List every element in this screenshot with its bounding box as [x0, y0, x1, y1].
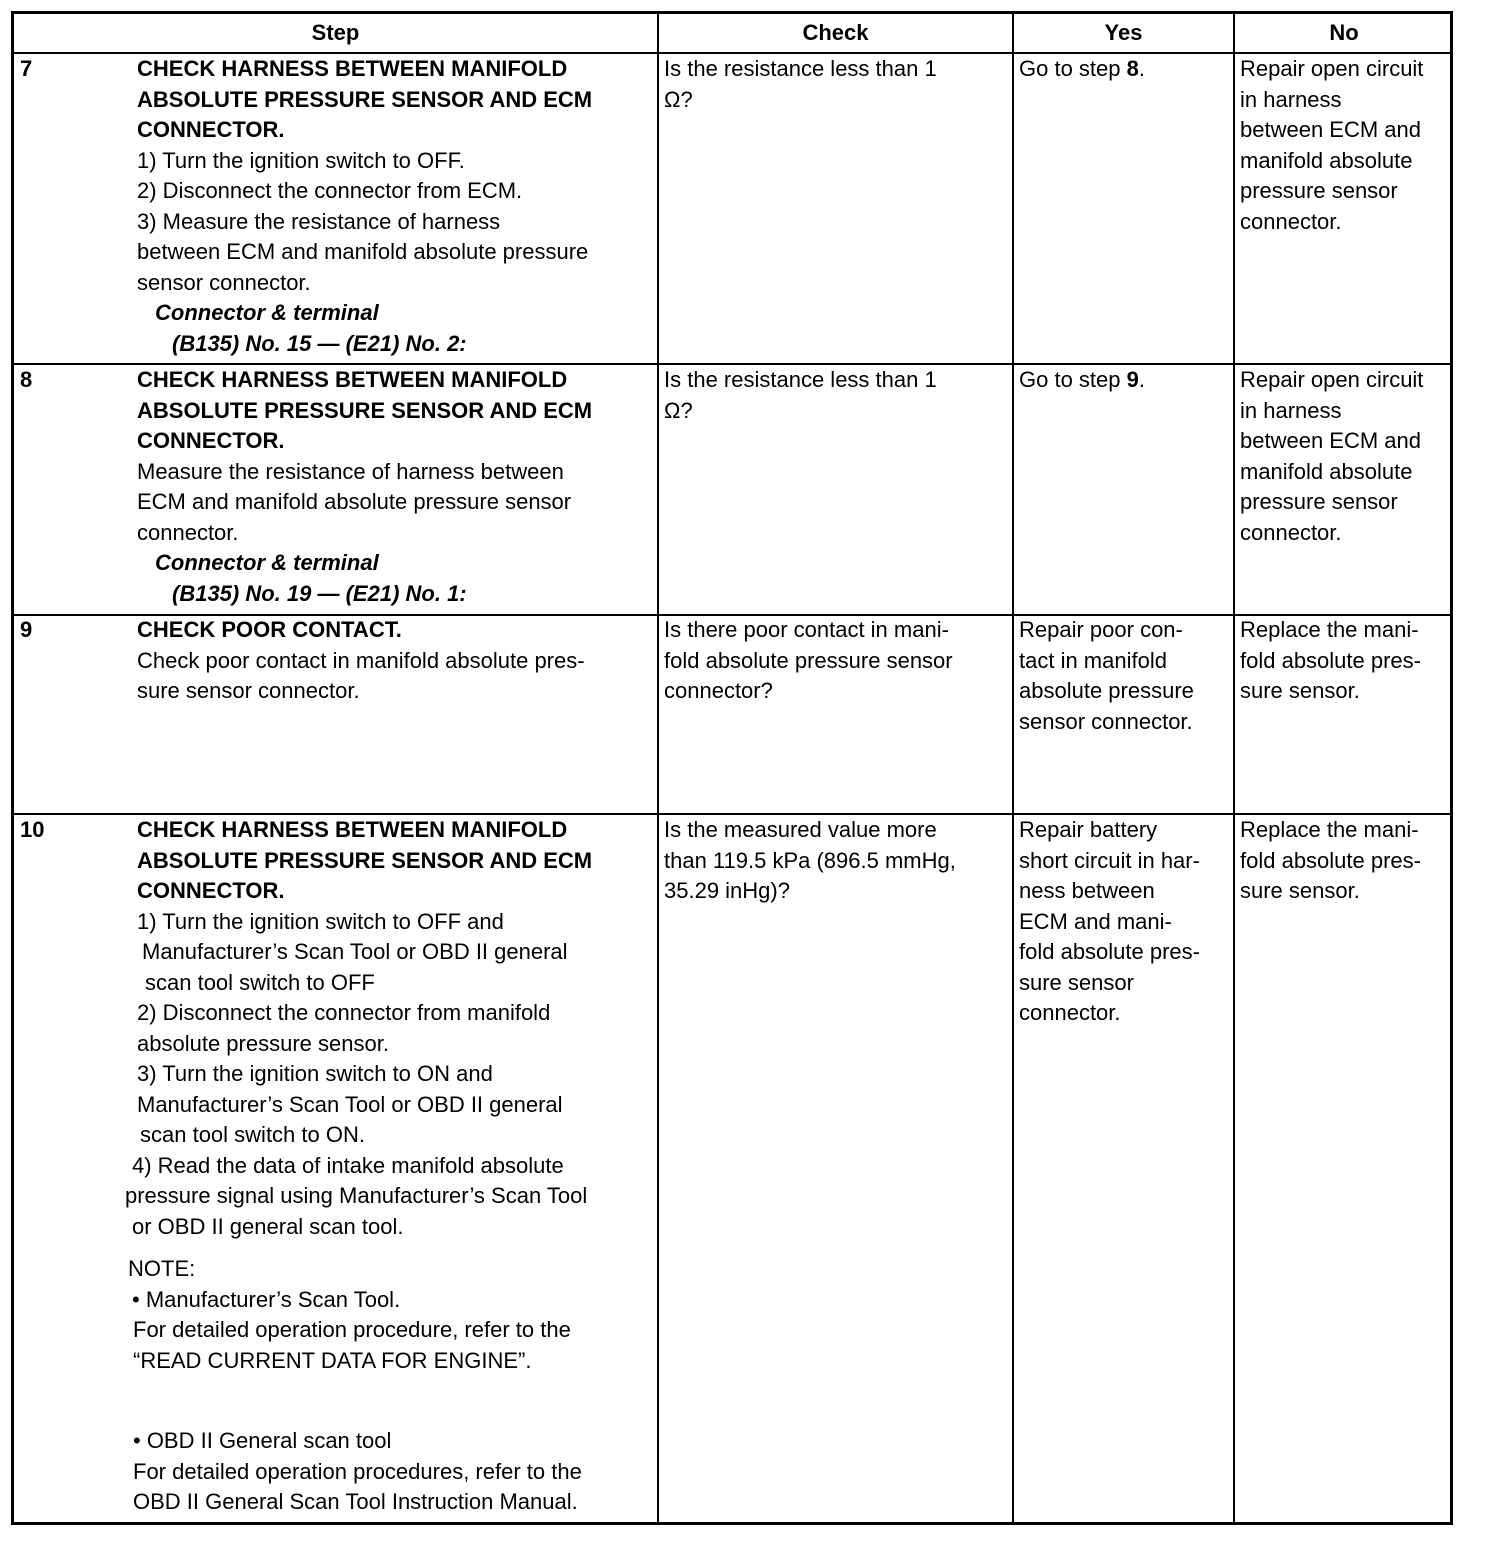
step-line: pressure signal using Manufacturer’s Scan Tool: [125, 1183, 588, 1208]
step-line: Manufacturer’s Scan Tool or OBD II general: [142, 939, 568, 964]
step-title: CONNECTOR.: [137, 878, 285, 903]
no-line: in harness: [1240, 86, 1342, 112]
yes-line: sure sensor: [1019, 969, 1134, 995]
yes-line: ECM and mani-: [1019, 908, 1172, 934]
yes-text: Go to step: [1019, 56, 1127, 81]
step-line: Manufacturer’s Scan Tool or OBD II general: [137, 1091, 563, 1117]
yes-suffix: .: [1138, 367, 1145, 392]
yes-line: Repair battery: [1019, 817, 1158, 842]
no-cell: [1240, 365, 1423, 548]
no-line: pressure sensor: [1240, 489, 1398, 514]
no-line: Repair open circuit: [1240, 56, 1424, 81]
note-line: For detailed operation procedures, refer to the: [133, 1458, 582, 1484]
step-title: CHECK HARNESS BETWEEN MANIFOLD: [137, 56, 568, 81]
connector-label: Connector & terminal: [155, 300, 379, 325]
note-heading: NOTE:: [128, 1256, 196, 1281]
yes-cell: [1019, 365, 1145, 396]
step-line: absolute pressure sensor.: [137, 1030, 389, 1056]
check-line: than 119.5 kPa (896.5 mmHg,: [664, 847, 956, 873]
step-line: 3) Turn the ignition switch to ON and: [137, 1061, 493, 1086]
no-line: sure sensor.: [1240, 878, 1360, 903]
yes-line: fold absolute pres-: [1019, 939, 1200, 964]
step-line: scan tool switch to OFF: [145, 969, 375, 995]
check-cell: [664, 54, 937, 115]
no-cell: [1240, 54, 1423, 237]
yes-text: Go to step: [1019, 367, 1127, 392]
no-line: pressure sensor: [1240, 178, 1398, 203]
check-line: 35.29 inHg)?: [664, 878, 790, 903]
check-line: Is the resistance less than 1: [664, 367, 937, 392]
connector-value: (B135) No. 15 — (E21) No. 2:: [172, 330, 467, 356]
step-line: 3) Measure the resistance of harness: [137, 208, 501, 234]
step-number: 7: [20, 56, 33, 81]
step-line: scan tool switch to ON.: [140, 1122, 365, 1147]
yes-line: connector.: [1019, 1000, 1121, 1025]
no-line: connector.: [1240, 519, 1342, 545]
connector-value: (B135) No. 19 — (E21) No. 1:: [172, 580, 467, 606]
yes-cell: [1019, 815, 1200, 1029]
header-yes: Yes: [1104, 20, 1143, 45]
step-line: 2) Disconnect the connector from manifold: [137, 1000, 551, 1025]
check-line: Is there poor contact in mani-: [664, 617, 949, 642]
yes-line: absolute pressure: [1019, 678, 1194, 703]
check-line: Ω?: [664, 86, 693, 112]
no-line: sure sensor.: [1240, 678, 1360, 703]
step-line: Check poor contact in manifold absolute pres-: [137, 647, 585, 673]
note-line: OBD II General Scan Tool Instruction Manual.: [133, 1489, 578, 1514]
no-line: fold absolute pres-: [1240, 647, 1421, 673]
yes-cell: [1019, 54, 1145, 85]
yes-line: tact in manifold: [1019, 647, 1167, 673]
yes-line: sensor connector.: [1019, 708, 1193, 734]
step-title: CONNECTOR.: [137, 117, 285, 142]
check-cell: [664, 365, 937, 426]
step-title: CHECK HARNESS BETWEEN MANIFOLD: [137, 367, 568, 392]
check-line: Is the measured value more: [664, 817, 937, 842]
step-content: [137, 615, 585, 707]
step-number: 10: [20, 817, 45, 842]
step-title: ABSOLUTE PRESSURE SENSOR AND ECM: [137, 847, 593, 873]
header-no: No: [1329, 20, 1359, 45]
no-line: Replace the mani-: [1240, 817, 1419, 842]
yes-line: ness between: [1019, 878, 1155, 903]
yes-cell: [1019, 615, 1194, 737]
step-line: ECM and manifold absolute pressure sensor: [137, 489, 572, 514]
no-line: between ECM and: [1240, 117, 1421, 142]
column-divider: [657, 14, 659, 1522]
step-line: 2) Disconnect the connector from ECM.: [137, 178, 523, 203]
step-content: [125, 815, 593, 1518]
yes-line: short circuit in har-: [1019, 847, 1200, 873]
step-line: Measure the resistance of harness between: [137, 458, 564, 484]
step-number: 8: [20, 367, 33, 392]
check-cell: [664, 815, 956, 907]
note-line: “READ CURRENT DATA FOR ENGINE”.: [133, 1347, 532, 1373]
note-bullet: • OBD II General scan tool: [133, 1428, 392, 1453]
step-line: 4) Read the data of intake manifold absolute: [132, 1152, 564, 1178]
yes-suffix: .: [1138, 56, 1145, 81]
no-line: Replace the mani-: [1240, 617, 1419, 642]
header-step: Step: [311, 20, 360, 45]
step-line: sensor connector.: [137, 269, 311, 295]
no-line: in harness: [1240, 397, 1342, 423]
check-cell: [664, 615, 953, 707]
step-content: [137, 365, 592, 609]
no-cell: [1240, 815, 1421, 907]
check-line: connector?: [664, 678, 773, 703]
no-line: between ECM and: [1240, 428, 1421, 453]
no-line: manifold absolute: [1240, 147, 1413, 173]
note-line: For detailed operation procedure, refer to the: [133, 1317, 571, 1342]
step-title: ABSOLUTE PRESSURE SENSOR AND ECM: [137, 86, 593, 112]
procedure-table: [11, 11, 1453, 1525]
column-divider: [1012, 14, 1014, 1522]
step-ref: 8: [1126, 56, 1139, 81]
step-title: CONNECTOR.: [137, 428, 285, 453]
yes-line: Repair poor con-: [1019, 617, 1183, 642]
step-line: connector.: [137, 519, 239, 545]
note-bullet: • Manufacturer’s Scan Tool.: [132, 1286, 401, 1312]
step-line: 1) Turn the ignition switch to OFF.: [137, 147, 465, 173]
step-title: ABSOLUTE PRESSURE SENSOR AND ECM: [137, 397, 593, 423]
step-line: between ECM and manifold absolute pressure: [137, 239, 589, 264]
step-ref: 9: [1126, 367, 1139, 392]
connector-label: Connector & terminal: [155, 550, 379, 575]
step-line: 1) Turn the ignition switch to OFF and: [137, 908, 504, 934]
step-line: sure sensor connector.: [137, 678, 360, 703]
step-content: [137, 54, 592, 359]
no-line: connector.: [1240, 208, 1342, 234]
check-line: Ω?: [664, 397, 693, 423]
no-cell: [1240, 615, 1421, 707]
header-check: Check: [802, 20, 869, 45]
no-line: Repair open circuit: [1240, 367, 1424, 392]
step-number: 9: [20, 617, 33, 642]
step-title: CHECK POOR CONTACT.: [137, 617, 402, 642]
column-divider: [1233, 14, 1235, 1522]
step-line: or OBD II general scan tool.: [132, 1213, 404, 1239]
check-line: fold absolute pressure sensor: [664, 647, 953, 673]
step-title: CHECK HARNESS BETWEEN MANIFOLD: [137, 817, 568, 842]
check-line: Is the resistance less than 1: [664, 56, 937, 81]
no-line: fold absolute pres-: [1240, 847, 1421, 873]
no-line: manifold absolute: [1240, 458, 1413, 484]
